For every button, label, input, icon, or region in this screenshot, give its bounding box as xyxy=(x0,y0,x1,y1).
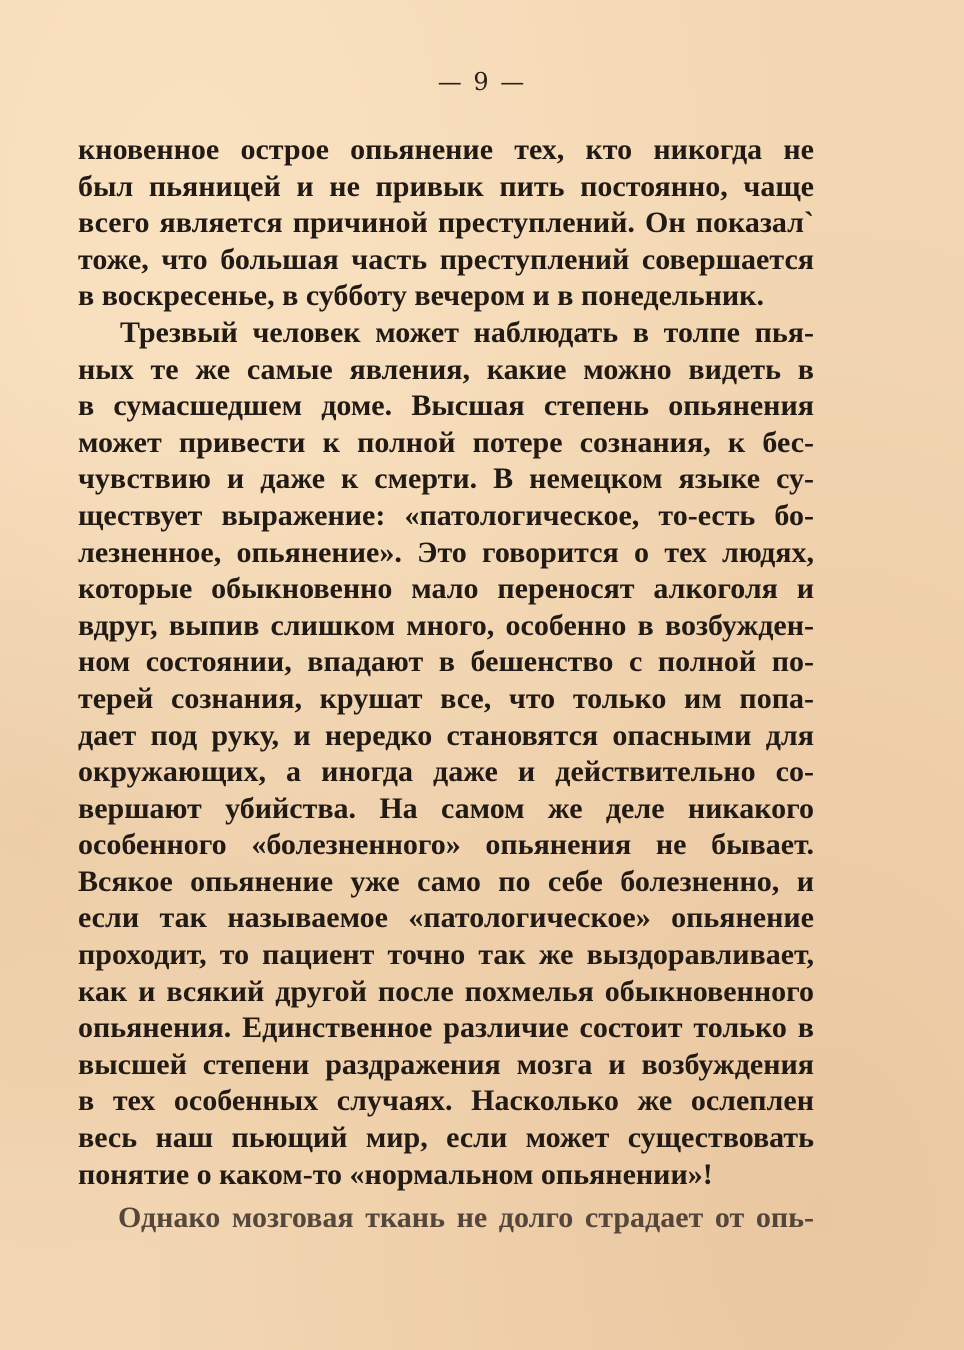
text-line: дает под руку, и нередко становятся опасными для xyxy=(78,718,814,752)
continued-text-line: Однако мозговая ткань не долго страдает от опь- xyxy=(118,1201,814,1234)
text-line: чувствию и даже к смерти. В немецком языке су- xyxy=(78,462,814,496)
paragraph-start-line: Трезвый человек может наблюдать в толпе пья- xyxy=(120,315,814,349)
text-line: в воскресенье, в субботу вечером и в понедельник. xyxy=(78,279,764,313)
text-line: опьянения. Единственное различие состоит только в xyxy=(78,1011,814,1045)
text-line: ных те же самые явления, какие можно видеть в xyxy=(78,352,814,386)
text-line: весь наш пьющий мир, если может существовать xyxy=(78,1121,814,1155)
text-line: в сумасшедшем доме. Высшая степень опьянения xyxy=(78,389,814,423)
text-line: вершают убийства. На самом же деле никакого xyxy=(78,791,814,825)
text-line: высшей степени раздражения мозга и возбуждения xyxy=(78,1047,814,1081)
page-number: — 9 — xyxy=(437,68,527,96)
text-line: терей сознания, крушат все, что только им попа- xyxy=(78,681,814,715)
text-line: понятие о каком-то «нормальном опьянении»! xyxy=(78,1157,713,1191)
text-line: как и всякий другой после похмелья обыкновенного xyxy=(78,974,814,1008)
text-line: кновенное острое опьянение тех, кто никогда не xyxy=(78,133,814,166)
text-line: в тех особенных случаях. Насколько же ослеплен xyxy=(78,1084,814,1118)
text-line: Всякое опьянение уже само по себе болезненно, и xyxy=(78,864,814,898)
text-line: лезненное, опьянение». Это говорится о тех людях, xyxy=(78,535,814,569)
text-line: окружающих, а иногда даже и действительно со- xyxy=(78,755,814,789)
text-line: вдруг, выпив слишком много, особенно в возбужден- xyxy=(78,608,814,642)
text-line: ном состоянии, впадают в бешенство с полной по- xyxy=(78,645,814,679)
text-line: если так называемое «патологическое» опьянение xyxy=(78,901,814,935)
text-line: ществует выражение: «патологическое, то-есть бо- xyxy=(78,498,814,532)
text-line: особенного «болезненного» опьянения не бывает. xyxy=(78,828,814,862)
text-line: всего является причиной преступлений. Он показал` xyxy=(78,206,814,240)
text-line: которые обыкновенно мало переносят алкоголя и xyxy=(78,572,814,606)
text-line: тоже, что большая часть преступлений совершается xyxy=(78,242,814,276)
text-line: был пьяницей и не привык пить постоянно, чаще xyxy=(78,169,814,203)
text-line: может привести к полной потере сознания, к бес- xyxy=(78,425,814,459)
body-text xyxy=(78,132,814,1193)
text-line: проходит, то пациент точно так же выздоравливает, xyxy=(78,938,814,972)
